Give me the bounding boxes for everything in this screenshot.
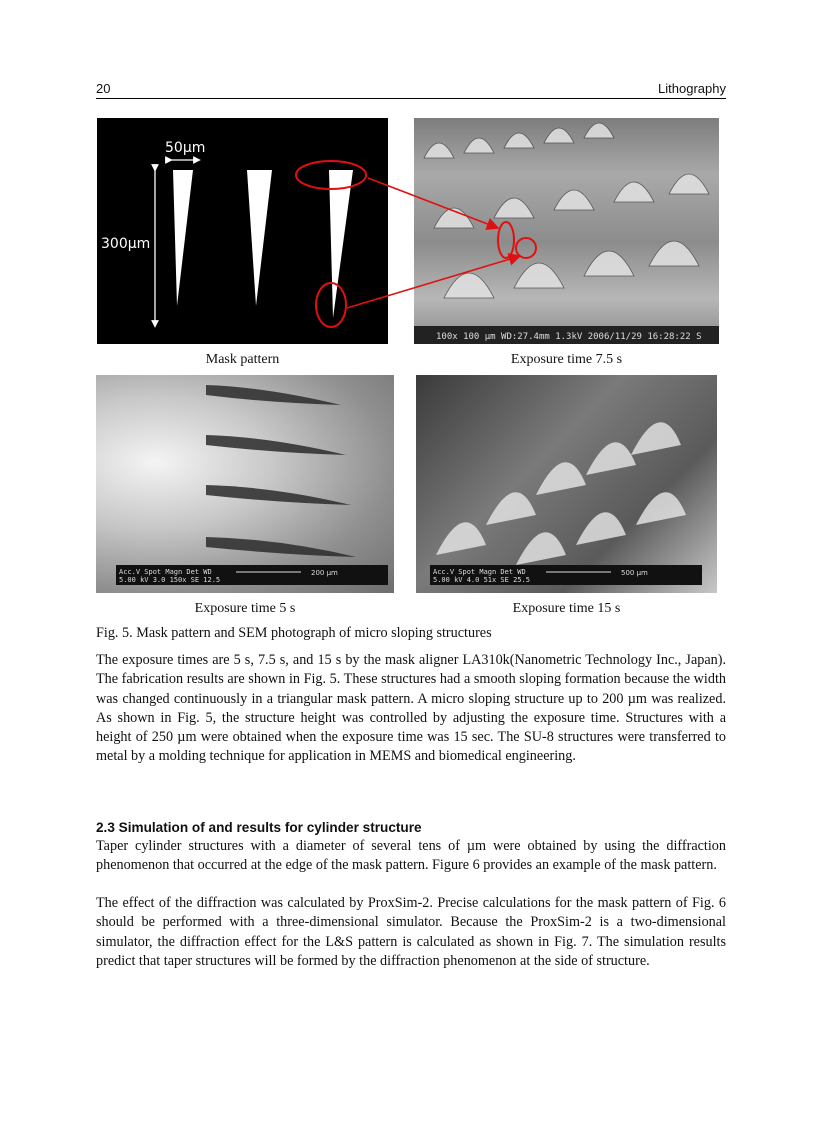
body-paragraph-3: The effect of the diffraction was calculated by ProxSim-2. Precise calculations for the mask pattern of Fig. 6 should be performed with a three-dimensional simulator. Because the ProxSim-2 is a two-dimensional simulator, the diffraction effect for the L&S pattern is calculated as shown in Fig. 7. The simulation results predict that taper structures will be formed by the diffraction phenomenon at the side of structure. — [96, 895, 726, 969]
height-label: 300µm — [101, 236, 151, 252]
body-paragraph-1: The exposure times are 5 s, 7.5 s, and 15 s by the mask aligner LA310k(Nanometric Technology Inc., Japan). The fabrication results are shown in Fig. 5. These structures had a smooth sloping formation because the width was changed continuously in a triangular mask pattern. A micro sloping structure up to 200 µm was realized. As shown in Fig. 5, the structure height was controlled by adjusting the exposure time. Structures with a height of 250 µm were obtained when the exposure time was 15 sec. The SU-8 structures were transferred to metal by a molding technique for application in MEMS and biomedical engineering. — [96, 652, 726, 765]
width-label: 50µm — [165, 140, 206, 156]
sem-info-line1: Acc.V Spot Magn Det WD — [119, 568, 212, 576]
connector-arrows — [0, 0, 816, 400]
caption-exposure-7-5s: Exposure time 7.5 s — [510, 352, 623, 367]
sem-info-line1: Acc.V Spot Magn Det WD — [433, 568, 526, 576]
sem-image-exposure-15s — [416, 375, 717, 593]
caption-mask-pattern: Mask pattern — [205, 352, 280, 367]
figure-caption: Fig. 5. Mask pattern and SEM photograph of micro sloping structures — [96, 625, 492, 641]
sem-info-line2: 5.00 kV 4.0 51x SE 25.5 — [433, 576, 530, 584]
sem-scalebar-label: 500 µm — [621, 569, 648, 577]
caption-exposure-5s: Exposure time 5 s — [194, 601, 296, 616]
running-title: Lithography — [658, 81, 726, 96]
caption-exposure-15s: Exposure time 15 s — [512, 601, 621, 616]
sem-image-exposure-5s — [96, 375, 394, 593]
body-paragraph-2: Taper cylinder structures with a diameter of several tens of µm were obtained by using the diffraction phenomenon that occurred at the edge of the mask pattern. Figure 6 provides an example of the mask pattern. — [96, 838, 726, 874]
sem-scalebar-text: 100x 100 µm WD:27.4mm 1.3kV 2006/11/29 16:28:22 S — [436, 332, 702, 342]
sem-info-line2: 5.00 kV 3.0 150x SE 12.5 — [119, 576, 221, 584]
section-heading: 2.3 Simulation of and results for cylinder structure — [96, 820, 422, 835]
sem-scalebar-label: 200 µm — [311, 569, 338, 577]
page-number: 20 — [96, 81, 111, 96]
